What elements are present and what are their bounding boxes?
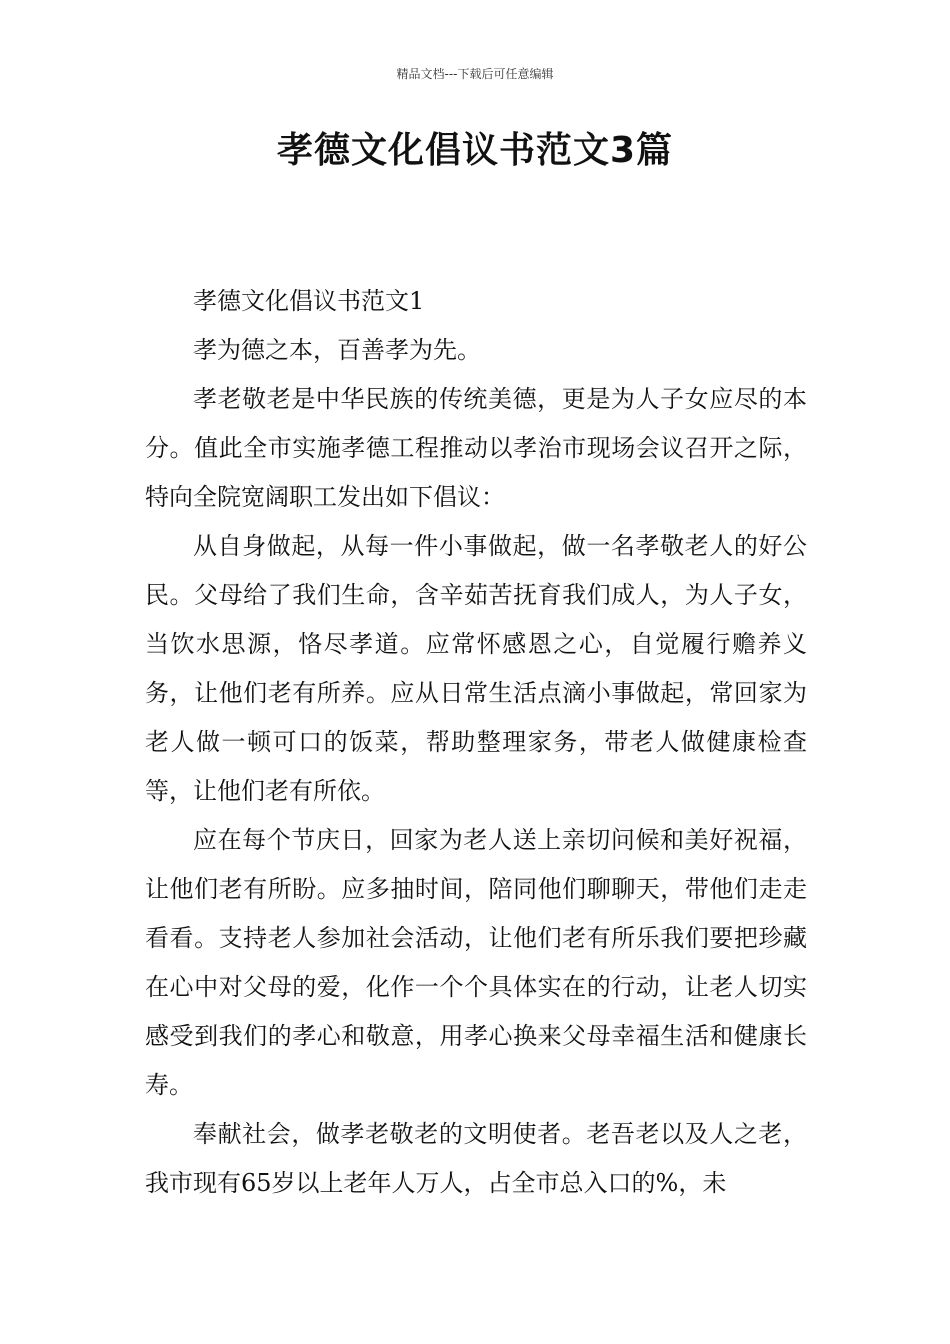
paragraph: 孝为德之本，百善孝为先。 (193, 336, 481, 364)
paragraph: 应在每个节庆日，回家为老人送上亲切问候和美好祝福，让他们老有所盼。应多抽时间，陪同他们聊聊天，带他们走走看看。支持老人参加社会活动，让他们老有所乐我们要把珍藏在心中对父母的爱，化作一个个具体实在的行动，让老人切实感受到我们的孝心和敬意，用孝心换来父母幸福生活和健康长寿。 (145, 826, 807, 1099)
document-body (145, 277, 807, 1208)
paragraph: 孝老敬老是中华民族的传统美德，更是为人子女应尽的本分。值此全市实施孝德工程推动以孝治市现场会议召开之际，特向全院宽阔职工发出如下倡议： (145, 385, 807, 511)
section-heading: 孝德文化倡议书范文1 (193, 287, 425, 315)
header-note: 精品文档---下载后可任意编辑 (396, 67, 554, 81)
document-title: 孝德文化倡议书范文3篇 (276, 130, 674, 171)
paragraph: 从自身做起，从每一件小事做起，做一名孝敬老人的好公民。父母给了我们生命，含辛茹苦抚育我们成人，为人子女，当饮水思源，恪尽孝道。应常怀感恩之心，自觉履行赡养义务，让他们老有所养。应从日常生活点滴小事做起，常回家为老人做一顿可口的饭菜，帮助整理家务，带老人做健康检查等，让他们老有所依。 (145, 532, 807, 805)
paragraph: 奉献社会，做孝老敬老的文明使者。老吾老以及人之老，我市现有65岁以上老年人万人，占全市总入口的%，未 (145, 1120, 807, 1197)
